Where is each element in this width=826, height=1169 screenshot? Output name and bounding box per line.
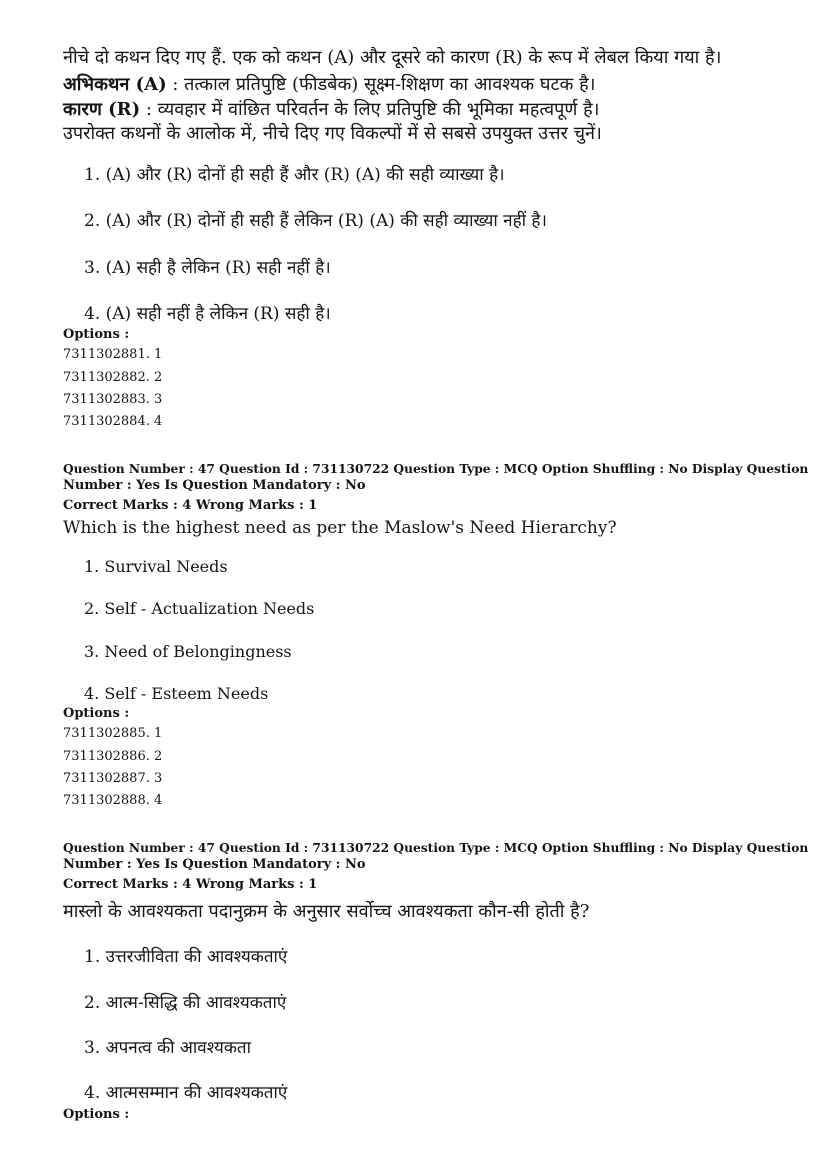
q46-option-id-1: 7311302881. 1	[63, 347, 163, 362]
q46-assertion-text: : तत्काल प्रतिपुष्टि (फीडबेक) सूक्ष्म-शिक्षण का आवश्यक घटक है।	[166, 74, 596, 95]
q47en-choice-1: 1. Survival Needs	[84, 557, 228, 576]
q46-choice-4: 4. (A) सही नहीं है लेकिन (R) सही है।	[84, 304, 331, 324]
q46-choice-2: 2. (A) और (R) दोनों ही सही हैं लेकिन (R) (A) की सही व्याख्या नहीं है।	[84, 211, 547, 231]
q47en-meta-line1: Question Number : 47 Question Id : 731130722 Question Type : MCQ Option Shuffling : No Display Question	[63, 461, 809, 476]
q47hi-marks: Correct Marks : 4 Wrong Marks : 1	[63, 877, 318, 892]
q47en-option-id-3: 7311302887. 3	[63, 771, 163, 786]
q47hi-question-text: मास्लो के आवश्यकता पदानुक्रम के अनुसार सर्वोच्च आवश्यकता कौन-सी होती है?	[63, 901, 590, 922]
q46-choice-1: 1. (A) और (R) दोनों ही सही हैं और (R) (A) की सही व्याख्या है।	[84, 165, 505, 185]
q46-assertion-line	[63, 72, 595, 96]
q46-reason-line	[63, 97, 600, 121]
q46-option-id-2: 7311302882. 2	[63, 370, 163, 385]
q47en-question-text: Which is the highest need as per the Maslow's Need Hierarchy?	[63, 518, 617, 538]
q47en-meta-line2: Number : Yes Is Question Mandatory : No	[63, 478, 366, 493]
q46-option-id-3: 7311302883. 3	[63, 392, 163, 407]
q47hi-choice-3: 3. अपनत्व की आवश्यकता	[84, 1038, 251, 1058]
q47en-choice-4: 4. Self - Esteem Needs	[84, 684, 269, 703]
q47en-option-id-4: 7311302888. 4	[63, 793, 163, 808]
q47en-choice-3: 3. Need of Belongingness	[84, 642, 292, 661]
q46-assertion-label: अभिकथन (A)	[63, 74, 167, 95]
q46-options-label: Options :	[63, 327, 130, 342]
q46-choice-3: 3. (A) सही है लेकिन (R) सही नहीं है।	[84, 258, 331, 278]
q46-reason-label: कारण (R)	[63, 99, 141, 120]
q47hi-meta-line2: Number : Yes Is Question Mandatory : No	[63, 857, 366, 872]
q47en-option-id-1: 7311302885. 1	[63, 726, 163, 741]
q46-instruction-line: नीचे दो कथन दिए गए हैं. एक को कथन (A) और दूसरे को कारण (R) के रूप में लेबल किया गया है।	[63, 47, 722, 68]
q47en-choice-2: 2. Self - Actualization Needs	[84, 599, 315, 618]
q47hi-choice-1: 1. उत्तरजीविता की आवश्यकताएं	[84, 947, 288, 967]
q47hi-options-label: Options :	[63, 1107, 130, 1122]
q47hi-choice-4: 4. आत्मसम्मान की आवश्यकताएं	[84, 1083, 288, 1103]
q46-option-id-4: 7311302884. 4	[63, 414, 163, 429]
q47hi-meta-line1: Question Number : 47 Question Id : 731130722 Question Type : MCQ Option Shuffling : No Display Question	[63, 840, 809, 855]
q46-reason-text: : व्यवहार में वांछित परिवर्तन के लिए प्रतिपुष्टि की भूमिका महत्वपूर्ण है।	[140, 99, 600, 120]
q47en-options-label: Options :	[63, 706, 130, 721]
q47en-option-id-2: 7311302886. 2	[63, 749, 163, 764]
q47en-marks: Correct Marks : 4 Wrong Marks : 1	[63, 498, 318, 513]
q46-prompt-line: उपरोक्त कथनों के आलोक में, नीचे दिए गए विकल्पों में से सबसे उपयुक्त उत्तर चुनें।	[63, 123, 602, 144]
q47hi-choice-2: 2. आत्म-सिद्धि की आवश्यकताएं	[84, 993, 287, 1013]
